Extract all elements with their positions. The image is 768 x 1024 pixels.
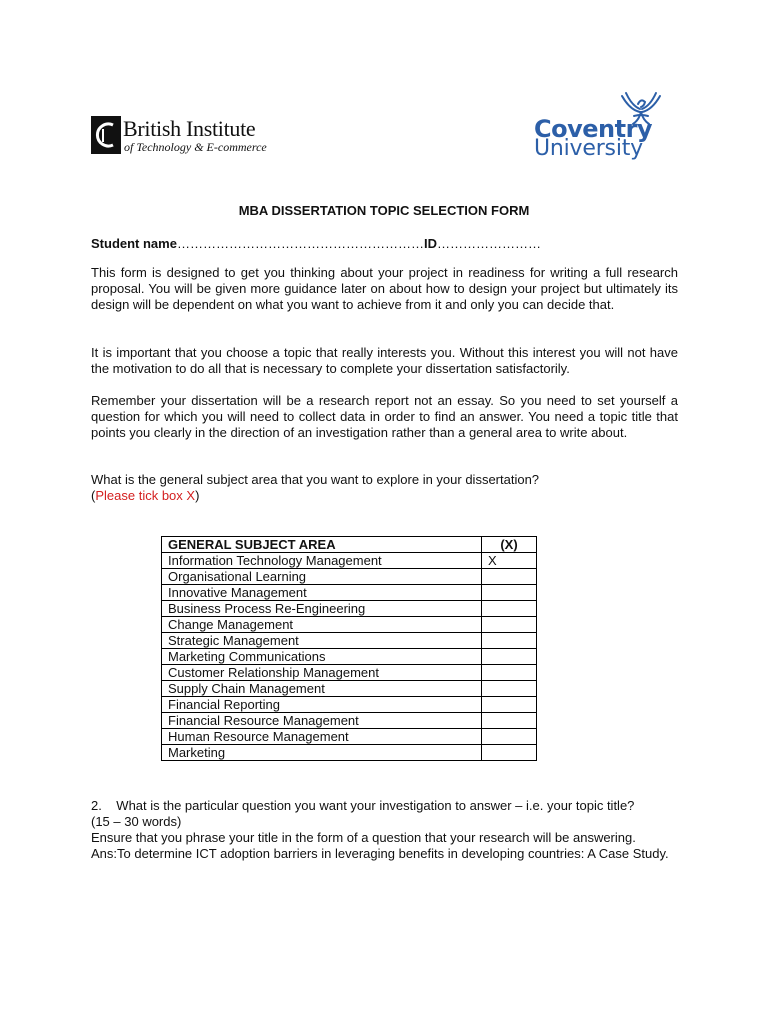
subject-area-cell: Marketing Communications <box>162 649 482 665</box>
research-text: Remember your dissertation will be a research report not an essay. So you need to set yourself a question for which you will need to collect data in order to find an answer. You need a topic title that points you clearly in the direction of an investigation rather than a general area to write about. <box>91 393 678 440</box>
question-1-instruction-line <box>91 488 678 504</box>
university-wordmark: University <box>534 136 643 161</box>
tick-cell[interactable] <box>482 617 537 633</box>
table-row <box>162 553 537 569</box>
subject-area-cell: Supply Chain Management <box>162 681 482 697</box>
tick-cell[interactable] <box>482 665 537 681</box>
table-row <box>162 697 537 713</box>
interest-text: It is important that you choose a topic that really interests you. Without this interest you will not have the motivation to do all that is necessary to complete your dissertation satisfactorily. <box>91 345 678 376</box>
table-row <box>162 617 537 633</box>
subject-area-cell: Human Resource Management <box>162 729 482 745</box>
table-row <box>162 633 537 649</box>
table-row <box>162 569 537 585</box>
table-row <box>162 681 537 697</box>
id-field[interactable]: …………………… <box>436 236 541 251</box>
subject-area-cell: Change Management <box>162 617 482 633</box>
tick-cell[interactable] <box>482 697 537 713</box>
question-1-text: What is the general subject area that you want to explore in your dissertation? <box>91 472 540 487</box>
british-institute-emblem-icon <box>91 116 121 154</box>
tick-cell[interactable] <box>482 681 537 697</box>
question-2-word-limit: (15 – 30 words) <box>91 814 182 829</box>
question-2-answer[interactable]: Ans:To determine ICT adoption barriers in leveraging benefits in developing countries: A Case Study. <box>91 846 669 861</box>
tick-instruction: Please tick box X <box>95 488 196 503</box>
subject-area-cell: Customer Relationship Management <box>162 665 482 681</box>
coventry-university-logo <box>532 90 672 165</box>
intro-paragraph <box>91 265 678 313</box>
subject-area-cell: Financial Resource Management <box>162 713 482 729</box>
paren-open: ( <box>91 488 96 503</box>
subject-area-cell: Innovative Management <box>162 585 482 601</box>
subject-area-cell: Financial Reporting <box>162 697 482 713</box>
tick-cell[interactable] <box>482 585 537 601</box>
id-label: ID <box>423 236 437 251</box>
tick-cell[interactable] <box>482 569 537 585</box>
tick-cell[interactable] <box>482 713 537 729</box>
question-1 <box>91 472 678 504</box>
british-institute-logo <box>91 114 271 156</box>
intro-text: This form is designed to get you thinking about your project in readiness for writing a full research proposal. You will be given more guidance later on about how to design your project but ultimately its design will be dependent on what you want to achieve from it and only you can decide that. <box>91 265 678 312</box>
question-2-guidance: Ensure that you phrase your title in the form of a question that your research will be answering. <box>91 830 636 845</box>
student-name-label: Student name <box>91 236 177 251</box>
question-2-number: 2. <box>91 798 102 813</box>
table-row <box>162 585 537 601</box>
subject-area-cell: Business Process Re-Engineering <box>162 601 482 617</box>
table-row <box>162 601 537 617</box>
tick-cell[interactable] <box>482 601 537 617</box>
table-row <box>162 665 537 681</box>
tick-cell[interactable] <box>482 633 537 649</box>
subject-area-cell: Information Technology Management <box>162 553 482 569</box>
question-2-line <box>91 798 678 814</box>
british-institute-subtitle: of Technology & E-commerce <box>124 140 267 154</box>
header-general-subject-area: GENERAL SUBJECT AREA <box>162 537 482 553</box>
question-2-text: What is the particular question you want your investigation to answer – i.e. your topic title? <box>116 798 635 813</box>
table-row <box>162 745 537 761</box>
interest-paragraph <box>91 345 678 377</box>
table-row <box>162 649 537 665</box>
british-institute-name: British Institute <box>123 116 256 141</box>
subject-area-cell: Marketing <box>162 745 482 761</box>
tick-cell[interactable] <box>482 729 537 745</box>
subject-area-cell: Organisational Learning <box>162 569 482 585</box>
header-tick: (X) <box>482 537 537 553</box>
tick-cell[interactable] <box>482 745 537 761</box>
page-title: MBA DISSERTATION TOPIC SELECTION FORM <box>238 203 530 218</box>
coventry-wordmark: Coventry <box>534 115 653 143</box>
tick-cell[interactable]: X <box>482 553 537 569</box>
student-name-line <box>91 236 541 252</box>
research-paragraph <box>91 393 678 441</box>
table-header-row <box>162 537 537 553</box>
table-row <box>162 713 537 729</box>
question-2 <box>91 798 678 862</box>
tick-cell[interactable] <box>482 649 537 665</box>
paren-close: ) <box>195 488 200 503</box>
subject-area-cell: Strategic Management <box>162 633 482 649</box>
table-row <box>162 729 537 745</box>
student-name-field[interactable]: ………………………………………………… <box>176 236 424 251</box>
subject-area-table <box>161 536 537 761</box>
